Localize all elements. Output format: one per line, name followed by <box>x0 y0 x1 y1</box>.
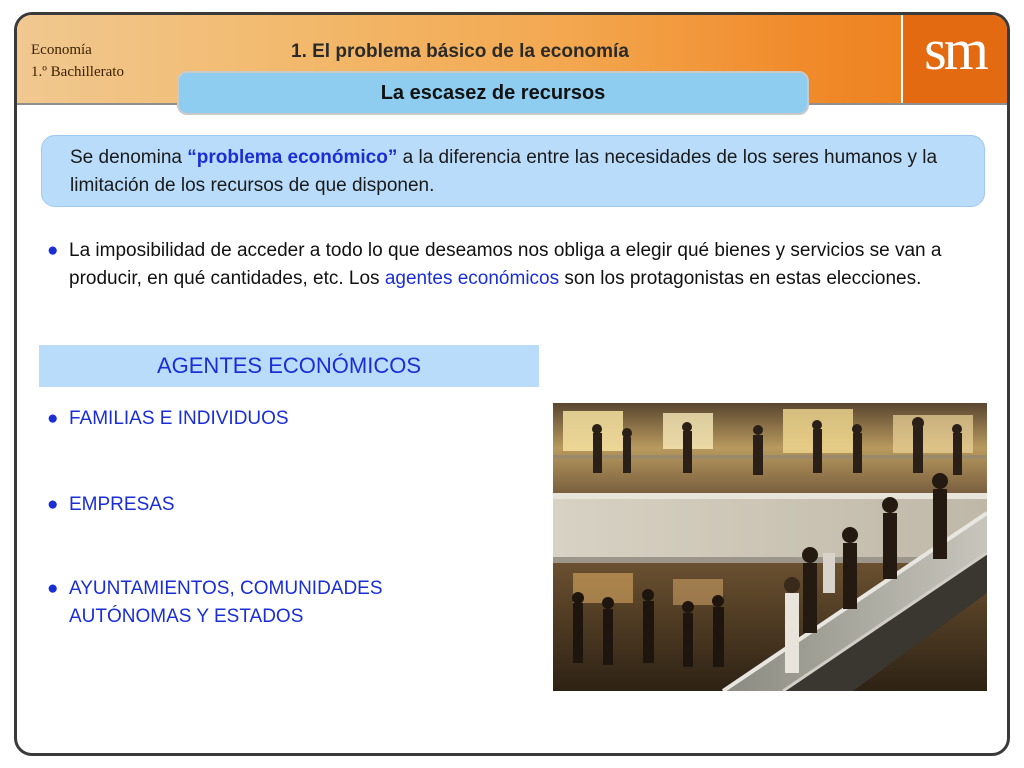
definition-text-start: Se denomina <box>70 147 188 168</box>
photo-illustration <box>553 403 987 691</box>
bullet-icon: ● <box>47 494 59 515</box>
shopping-mall-escalator-photo <box>553 403 987 691</box>
definition-term: “problema económico” <box>187 147 398 168</box>
agent-item-public-sector <box>47 575 467 631</box>
agent-label: FAMILIAS E INDIVIDUOS <box>69 408 289 429</box>
explanation-highlight: agentes económicos <box>384 268 560 289</box>
agent-item-companies <box>47 491 467 519</box>
definition-box <box>41 135 985 207</box>
bullet-icon: ● <box>47 578 59 599</box>
slide <box>14 12 1010 756</box>
bullet-icon: ● <box>47 408 59 429</box>
course-label <box>31 39 124 83</box>
definition-text-end: a la diferencia entre las necesidades de los seres humanos y la limitación de los recursos de que disponen. <box>70 147 938 196</box>
explanation-text-end: son los protagonistas en estas elecciones. <box>559 268 922 289</box>
explanation-paragraph <box>47 237 947 293</box>
unit-title: 1. El problema básico de la economía <box>291 41 629 62</box>
agent-label: AYUNTAMIENTOS, COMUNIDADES AUTÓNOMAS Y ESTADOS <box>69 578 383 627</box>
course-level: 1.º Bachillerato <box>31 64 124 80</box>
subject-name: Economía <box>31 42 92 58</box>
section-title: La escasez de recursos <box>380 82 606 104</box>
agent-label: EMPRESAS <box>69 494 175 515</box>
explanation-text-start: La imposibilidad de acceder a todo lo que deseamos nos obliga a elegir qué bienes y servicios se van a producir, en qué cantidades, etc. Los <box>69 240 942 289</box>
agent-item-families <box>47 405 467 433</box>
agents-header <box>39 345 539 387</box>
bullet-icon: ● <box>47 240 59 261</box>
section-title-banner <box>177 71 809 115</box>
logo-text: sm <box>924 17 986 82</box>
publisher-logo <box>901 15 1007 103</box>
agents-header-label: AGENTES ECONÓMICOS <box>156 353 422 378</box>
